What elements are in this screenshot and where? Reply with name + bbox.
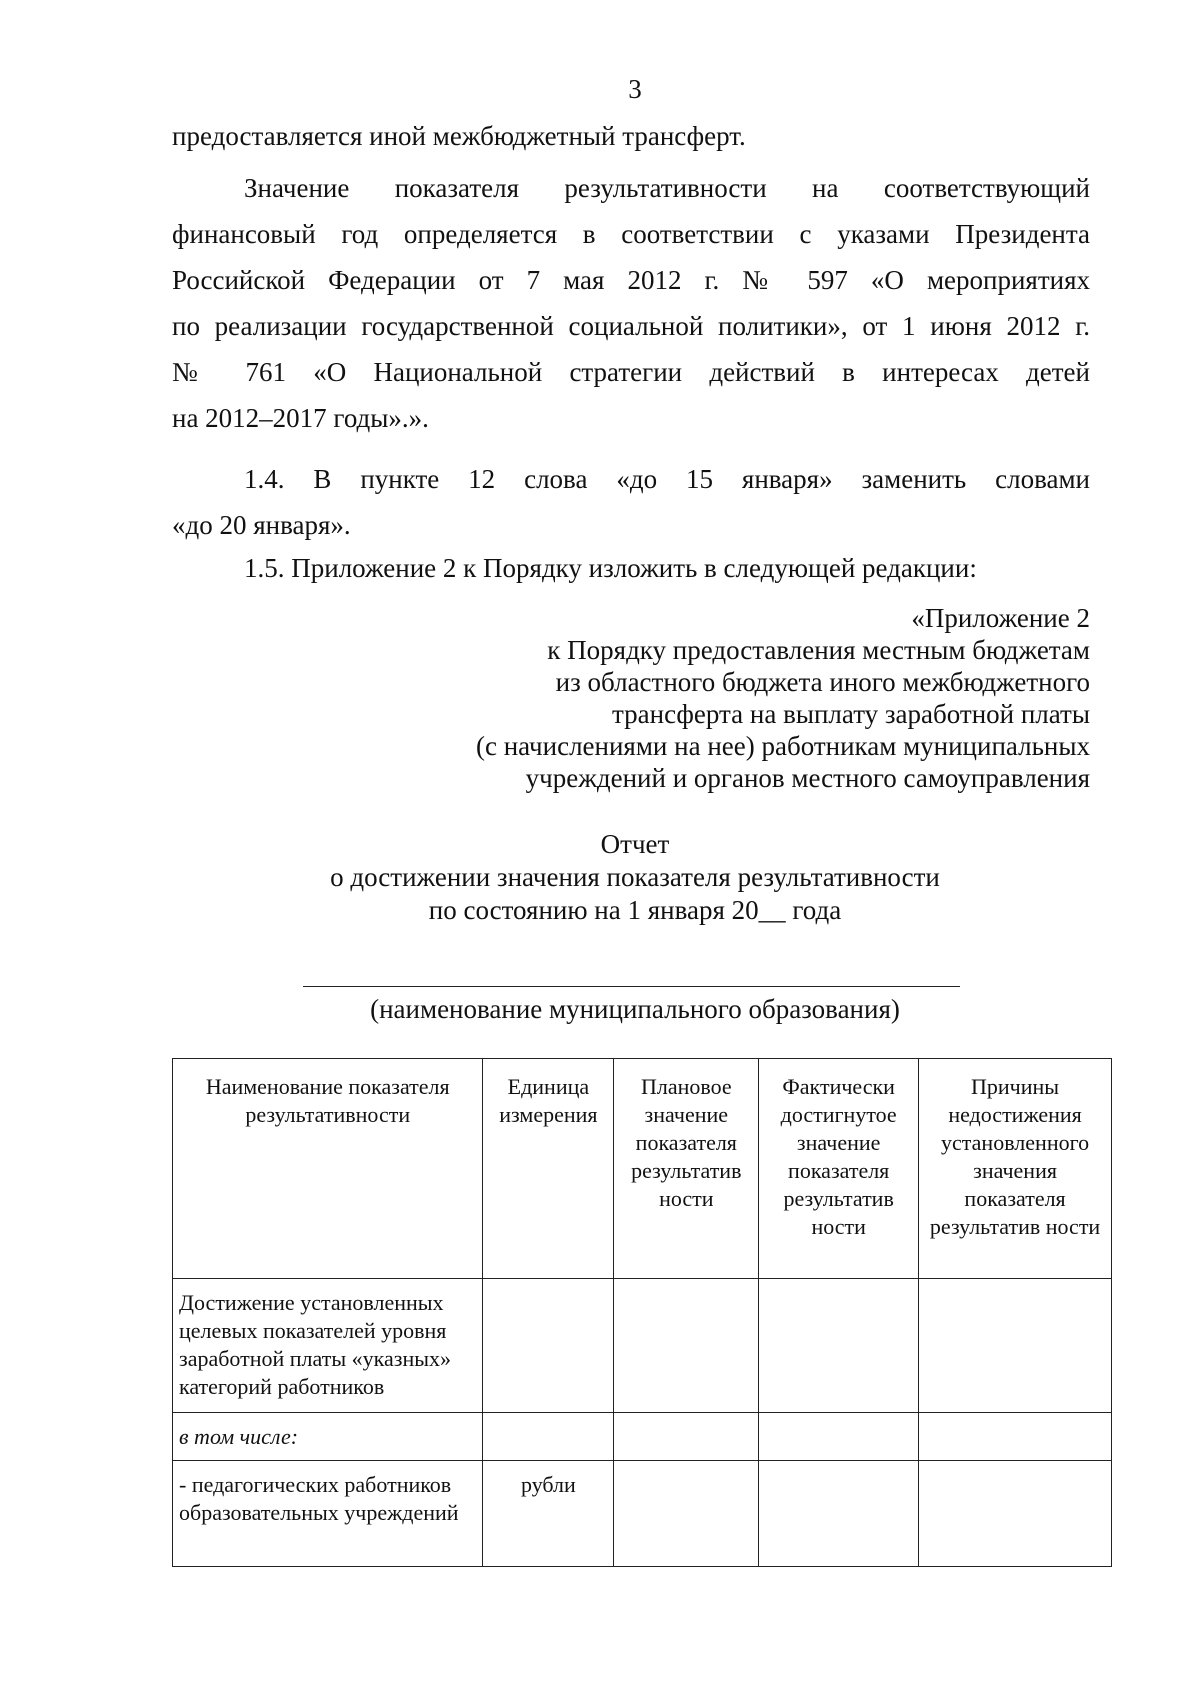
report-date: по состоянию на 1 января 20__ года: [428, 895, 842, 925]
paragraph-line: на 2012–2017 годы».».: [172, 403, 429, 433]
report-subtitle: о достижении значения показателя результативности: [330, 862, 940, 892]
cell-actual-value: [759, 1413, 919, 1461]
appendix-line: из областного бюджета иного межбюджетного: [555, 667, 1090, 697]
cell-planned-value: [614, 1461, 759, 1567]
municipality-name-line: [303, 986, 960, 987]
paragraph-item-1-5: 1.5. Приложение 2 к Порядку изложить в следующей редакции:: [244, 553, 977, 583]
page-number: 3: [628, 74, 642, 104]
paragraph-line: 1.4. В пункте 12 слова «до 15 января» заменить словами: [244, 464, 1090, 494]
report-table: [172, 1058, 1112, 1567]
municipality-caption: (наименование муниципального образования): [370, 994, 900, 1024]
cell-planned-value: [614, 1413, 759, 1461]
table-row: [173, 1279, 1112, 1413]
cell-reasons: [919, 1413, 1112, 1461]
cell-indicator-name: - педагогических работников образовательных учреждений: [173, 1461, 483, 1567]
header-unit: Единица измерения: [483, 1059, 614, 1279]
cell-unit: рубли: [483, 1461, 614, 1567]
cell-planned-value: [614, 1279, 759, 1413]
paragraph-line: № 761 «О Национальной стратегии действий в интересах детей: [172, 357, 1090, 387]
cell-actual-value: [759, 1279, 919, 1413]
report-title: Отчет: [600, 829, 670, 859]
cell-unit: [483, 1279, 614, 1413]
paragraph-line: «до 20 января».: [172, 510, 351, 540]
header-planned-value: Плановое значение показателя результатив ности: [614, 1059, 759, 1279]
appendix-line: «Приложение 2: [911, 603, 1090, 633]
appendix-header: [476, 602, 1090, 794]
cell-indicator-name: Достижение установленных целевых показателей уровня заработной платы «указных» категорий работников: [173, 1279, 483, 1413]
report-heading: [0, 828, 1200, 927]
table-row: [173, 1461, 1112, 1567]
appendix-line: учреждений и органов местного самоуправления: [525, 763, 1090, 793]
cell-unit: [483, 1413, 614, 1461]
paragraph-line: финансовый год определяется в соответствии с указами Президента: [172, 219, 1090, 249]
table-header-row: [173, 1059, 1112, 1279]
header-indicator-name: Наименование показателя результативности: [173, 1059, 483, 1279]
appendix-line: к Порядку предоставления местным бюджетам: [547, 635, 1090, 665]
cell-reasons: [919, 1279, 1112, 1413]
paragraph-transfer: предоставляется иной межбюджетный трансферт.: [172, 121, 746, 151]
header-actual-value: Фактически достигнутое значение показателя результатив ности: [759, 1059, 919, 1279]
paragraph-item-1-4: [172, 456, 1090, 548]
paragraph-line: Российской Федерации от 7 мая 2012 г. № 597 «О мероприятиях: [172, 265, 1090, 295]
table-row: [173, 1413, 1112, 1461]
cell-reasons: [919, 1461, 1112, 1567]
appendix-line: (с начислениями на нее) работникам муниципальных: [475, 731, 1090, 761]
paragraph-indicator-value: [172, 165, 1090, 441]
cell-actual-value: [759, 1461, 919, 1567]
appendix-line: трансферта на выплату заработной платы: [612, 699, 1090, 729]
paragraph-line: Значение показателя результативности на соответствующий: [244, 173, 1090, 203]
header-reasons: Причины недостижения установленного значения показателя результатив ности: [919, 1059, 1112, 1279]
paragraph-line: по реализации государственной социальной политики», от 1 июня 2012 г.: [172, 311, 1090, 341]
cell-indicator-name: в том числе:: [173, 1413, 483, 1461]
